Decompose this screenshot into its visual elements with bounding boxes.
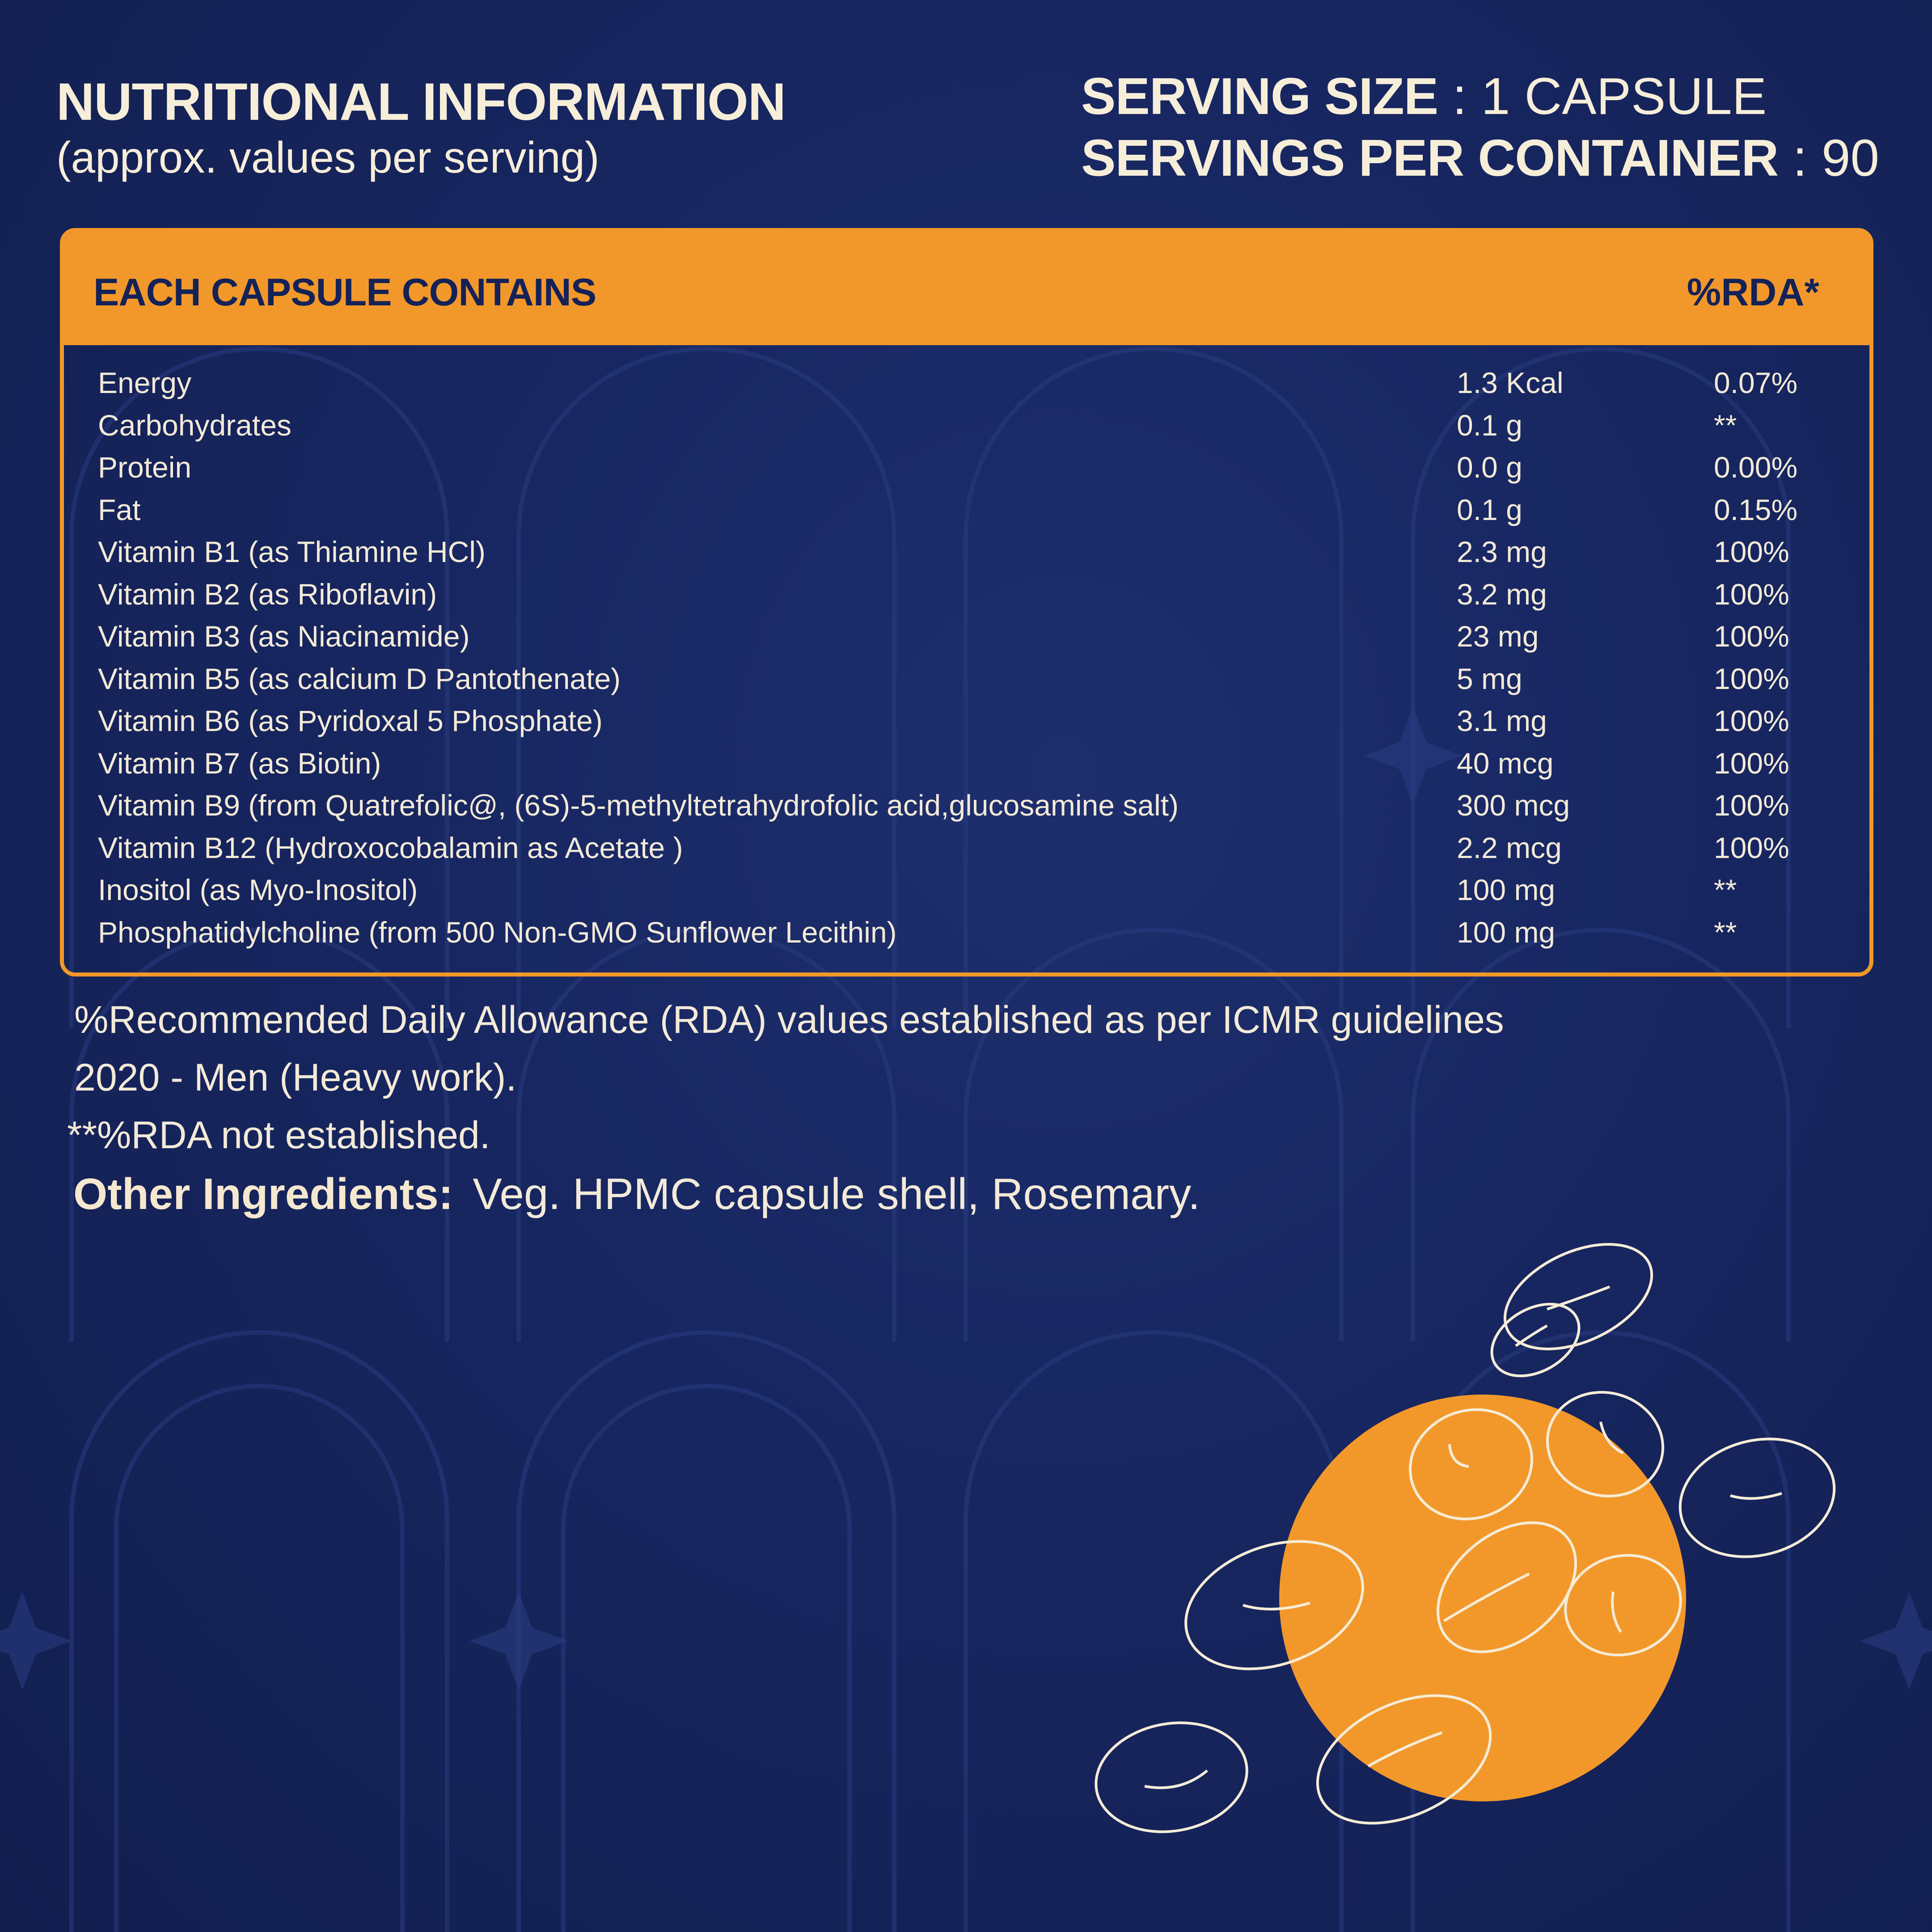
table-row [64, 826, 1869, 869]
nutrient-rda: ** [1714, 873, 1737, 906]
nutrient-name: Phosphatidylcholine (from 500 Non-GMO Sunflower Lecithin) [98, 915, 897, 949]
table-row [64, 573, 1869, 615]
separator: : [1792, 129, 1807, 187]
nutrient-name: Vitamin B1 (as Thiamine HCl) [98, 535, 486, 568]
nutrient-amount: 100 mg [1457, 915, 1556, 949]
rda-not-established-note: **%RDA not established. [67, 1114, 490, 1157]
nutrient-name: Inositol (as Myo-Inositol) [98, 873, 418, 906]
nutrient-rda: 0.07% [1714, 366, 1798, 399]
serving-size-value: 1 CAPSULE [1481, 67, 1767, 125]
page-title: NUTRITIONAL INFORMATION [56, 72, 786, 131]
nutrient-name: Vitamin B7 (as Biotin) [98, 746, 381, 780]
nutrient-rda: ** [1714, 408, 1737, 442]
nutrient-rda: 100% [1714, 831, 1789, 864]
nutrient-amount: 0.1 g [1457, 408, 1522, 442]
serving-size-label: SERVING SIZE [1081, 67, 1438, 125]
nutrition-panel [60, 228, 1873, 977]
nutrient-amount: 2.2 mcg [1457, 831, 1562, 864]
rda-footnote-line1: %Recommended Daily Allowance (RDA) values established as per ICMR guidelines [74, 998, 1504, 1041]
nutrient-amount: 0.0 g [1457, 451, 1522, 484]
nutrient-amount: 0.1 g [1457, 493, 1522, 526]
nutrient-name: Vitamin B5 (as calcium D Pantothenate) [98, 662, 621, 695]
servings-per-container-value: 90 [1822, 129, 1880, 187]
nutrient-name: Carbohydrates [98, 408, 292, 442]
servings-per-container-label: SERVINGS PER CONTAINER [1081, 129, 1779, 187]
nutrient-table [64, 361, 1869, 953]
other-ingredients-label: Other Ingredients: [73, 1169, 453, 1218]
nutrient-name: Fat [98, 493, 141, 526]
nutrient-amount: 2.3 mg [1457, 535, 1547, 568]
table-row [64, 657, 1869, 700]
nutrient-name: Vitamin B12 (Hydroxocobalamin as Acetate ) [98, 831, 683, 864]
nutrient-rda: 100% [1714, 577, 1789, 611]
serving-size-line [1081, 66, 1767, 126]
nutrient-amount: 5 mg [1457, 662, 1522, 695]
nutrient-amount: 100 mg [1457, 873, 1556, 906]
nutrient-name: Vitamin B3 (as Niacinamide) [98, 620, 470, 653]
table-row [64, 404, 1869, 446]
nutrient-amount: 3.2 mg [1457, 577, 1547, 611]
capsule-illustration [1073, 1207, 1932, 1932]
table-row [64, 699, 1869, 742]
table-row [64, 488, 1869, 531]
nutrient-name: Energy [98, 366, 192, 399]
nutrient-amount: 23 mg [1457, 620, 1539, 653]
rda-footnote-line2: 2020 - Men (Heavy work). [74, 1056, 517, 1099]
table-row [64, 361, 1869, 404]
table-row [64, 615, 1869, 657]
rda-heading: %RDA* [1687, 271, 1819, 314]
nutrient-name: Vitamin B2 (as Riboflavin) [98, 577, 437, 611]
separator: : [1452, 67, 1467, 125]
nutrient-rda: 100% [1714, 662, 1789, 695]
nutrient-rda: 100% [1714, 746, 1789, 780]
nutrient-rda: 0.15% [1714, 493, 1798, 526]
nutrient-rda: ** [1714, 915, 1737, 949]
table-row [64, 446, 1869, 488]
nutrient-name: Vitamin B9 (from Quatrefolic@, (6S)-5-methyltetrahydrofolic acid,glucosamine salt) [98, 789, 1179, 822]
nutrient-amount: 3.1 mg [1457, 704, 1547, 737]
panel-header [64, 232, 1869, 345]
nutrient-rda: 100% [1714, 535, 1789, 568]
nutrient-name: Vitamin B6 (as Pyridoxal 5 Phosphate) [98, 704, 603, 737]
nutrient-rda: 100% [1714, 704, 1789, 737]
nutrient-amount: 300 mcg [1457, 789, 1570, 822]
nutrient-amount: 1.3 Kcal [1457, 366, 1564, 399]
servings-per-container-line [1081, 128, 1879, 188]
table-row [64, 784, 1869, 826]
table-row [64, 868, 1869, 911]
table-row [64, 742, 1869, 784]
each-capsule-contains-heading: EACH CAPSULE CONTAINS [93, 271, 596, 314]
nutrient-rda: 100% [1714, 789, 1789, 822]
nutrient-amount: 40 mcg [1457, 746, 1554, 780]
table-row [64, 530, 1869, 573]
nutrient-name: Protein [98, 451, 192, 484]
nutrient-rda: 100% [1714, 620, 1789, 653]
other-ingredients [73, 1169, 1200, 1219]
other-ingredients-value: Veg. HPMC capsule shell, Rosemary. [473, 1169, 1201, 1218]
page-subtitle: (approx. values per serving) [56, 133, 600, 182]
nutrient-rda: 0.00% [1714, 451, 1798, 484]
table-row [64, 911, 1869, 953]
